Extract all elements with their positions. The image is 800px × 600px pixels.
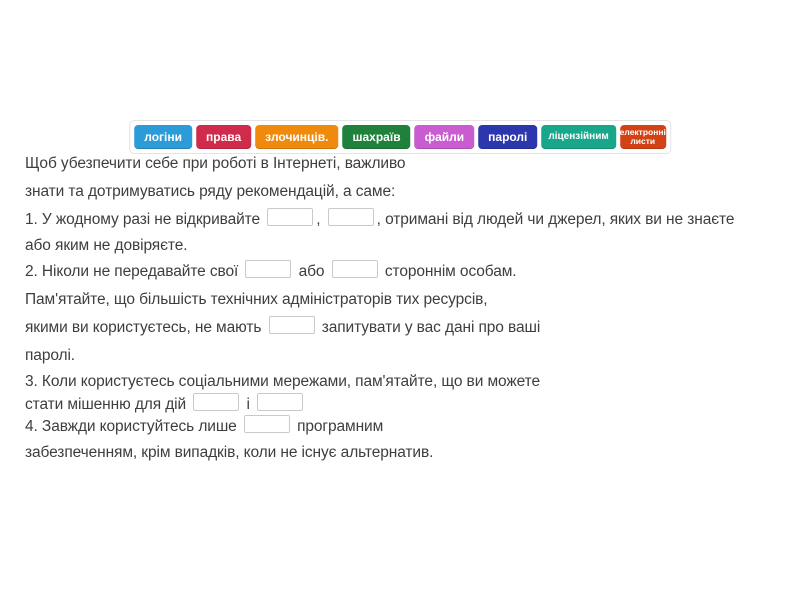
passage-text-segment: паролі. (25, 347, 76, 364)
word-chip[interactable]: паролі (478, 125, 537, 149)
passage-text-segment: програмним (292, 418, 384, 435)
passage-text-segment: або яким не довіряєте. (25, 237, 188, 254)
passage-text-segment: 4. Завжди користуйтесь лише (25, 418, 241, 435)
passage-text-segment: Пам'ятайте, що більшість технічних адміністраторів тих ресурсів, (25, 291, 488, 308)
answer-blank[interactable] (267, 208, 313, 226)
passage-line (25, 342, 795, 370)
answer-blank[interactable] (244, 415, 290, 433)
passage-text-segment: стороннім особам. (380, 263, 517, 280)
passage-text-segment: або (294, 263, 329, 280)
passage-line (25, 206, 795, 234)
passage-text-segment: , отримані від людей чи джерел, яких ви не знаєте (376, 211, 735, 228)
word-chip[interactable]: електронні листи (620, 125, 666, 149)
word-chip[interactable]: права (196, 125, 251, 149)
passage-line (25, 393, 795, 415)
passage-line (25, 286, 795, 314)
passage-text-segment: забезпеченням, крім випадків, коли не існує альтернатив. (25, 444, 434, 461)
passage-text-segment: 3. Коли користуєтесь соціальними мережами, пам'ятайте, що ви можете (25, 373, 540, 390)
passage-line (25, 150, 795, 178)
word-chip[interactable]: файли (415, 125, 475, 149)
passage-text (25, 150, 795, 467)
answer-blank[interactable] (269, 316, 315, 334)
word-chip[interactable]: шахраїв (342, 125, 410, 149)
word-chip[interactable]: ліцензійним (541, 125, 615, 149)
answer-blank[interactable] (328, 208, 374, 226)
passage-line (25, 178, 795, 206)
passage-text-segment: стати мішенню для дій (25, 396, 191, 413)
passage-text-segment: знати та дотримуватись ряду рекомендацій, а саме: (25, 183, 396, 200)
answer-blank[interactable] (332, 260, 378, 278)
passage-text-segment: запитувати у вас дані про ваші (317, 319, 541, 336)
word-bank (129, 120, 671, 154)
word-chip[interactable]: злочинців. (255, 125, 338, 149)
passage-line (25, 439, 795, 467)
passage-text-segment: 2. Ніколи не передавайте свої (25, 263, 243, 280)
passage-line (25, 415, 795, 439)
answer-blank[interactable] (193, 393, 239, 411)
answer-blank[interactable] (245, 260, 291, 278)
passage-line (25, 258, 795, 286)
passage-text-segment: Щоб убезпечити себе при роботі в Інтернеті, важливо (25, 155, 406, 172)
passage-line (25, 314, 795, 342)
passage-text-segment: , (316, 211, 325, 228)
passage-text-segment: 1. У жодному разі не відкривайте (25, 211, 265, 228)
word-chip[interactable]: логіни (134, 125, 192, 149)
passage-text-segment: якими ви користуєтесь, не мають (25, 319, 266, 336)
passage-line (25, 370, 795, 393)
answer-blank[interactable] (257, 393, 303, 411)
passage-line (25, 234, 795, 258)
passage-text-segment: і (242, 396, 255, 413)
